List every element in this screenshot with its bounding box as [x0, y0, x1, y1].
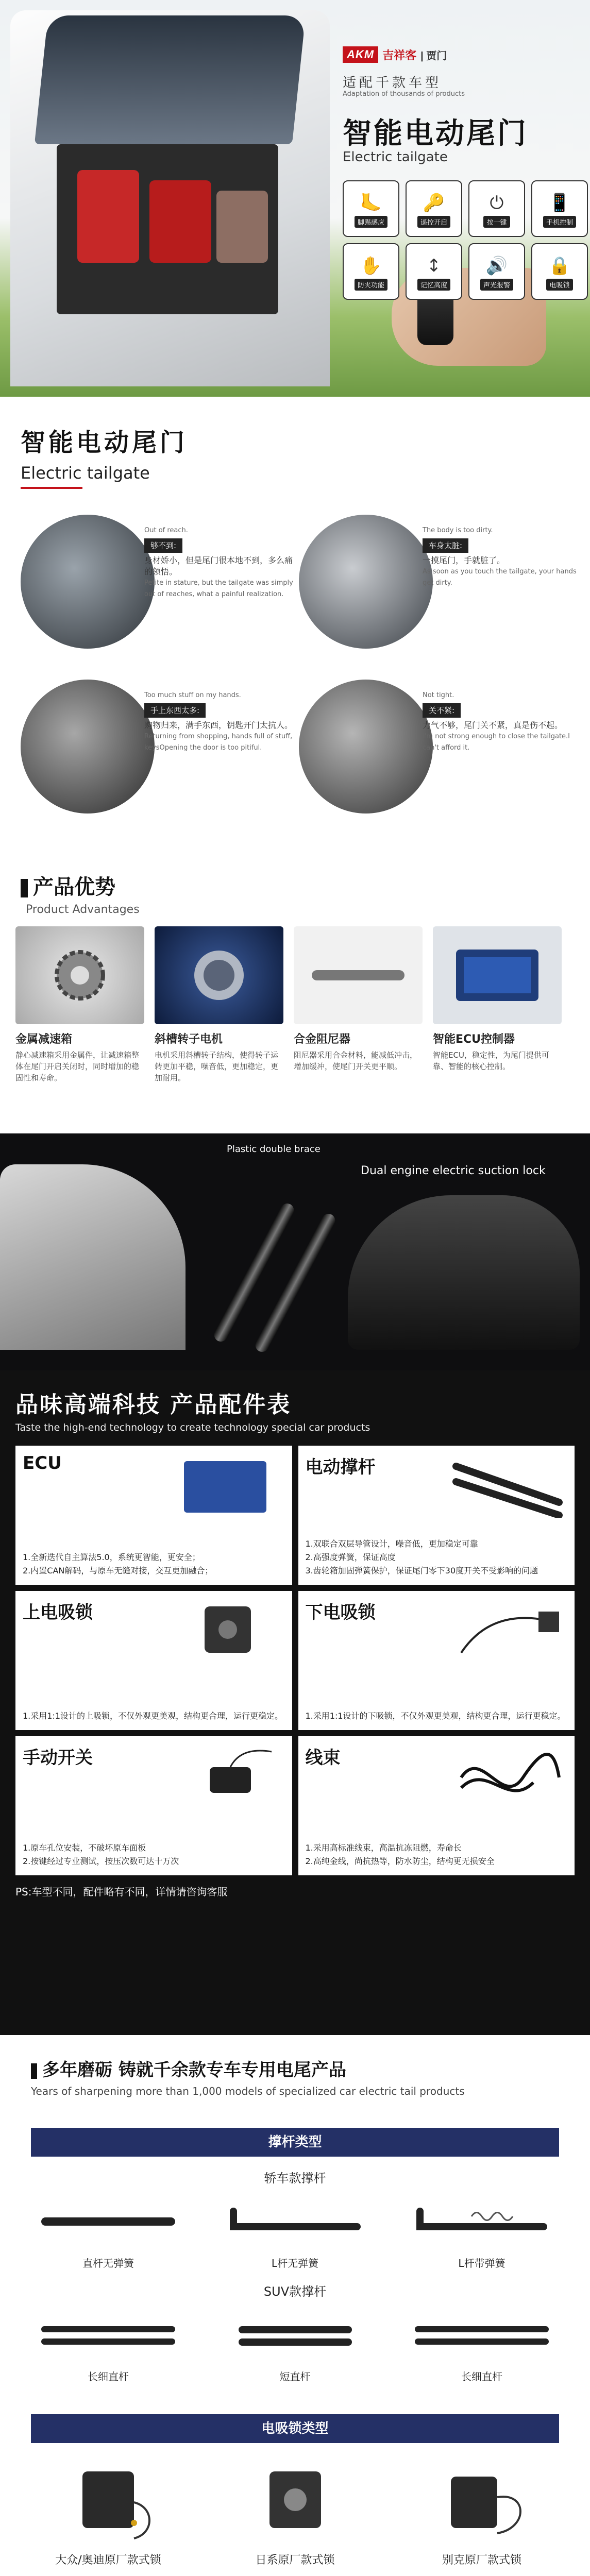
feature-button: ⏻ 按一键: [468, 180, 525, 237]
strut-card: 直杆无弹簧: [31, 2193, 186, 2270]
advantage-item: 斜槽转子电机 电机采用斜槽转子结构，使得转子运转更加平稳，噪音低，更加稳定，更加耐用。: [155, 926, 283, 1083]
advantage-item: 智能ECU控制器 智能ECU，稳定性，为尾门提供可靠、智能的核心控制。: [433, 926, 562, 1083]
feature-foot-kick: 🦶 脚踢感应: [343, 180, 399, 237]
strut-card: L杆带弹簧: [404, 2193, 559, 2270]
advantage-item: 金属减速箱 静心减速箱采用金属件，让减速箱整体在尾门开启关闭时，同时增加的稳固性和寿命。: [15, 926, 144, 1083]
lower-lock-image: [451, 1601, 564, 1663]
scenario-image-out-of-reach: [21, 515, 155, 649]
brand-logo: AKM 吉祥客 | 贾门: [343, 46, 447, 63]
catalog-section: [0, 2128, 590, 2576]
strut-card: 长细直杆: [31, 2307, 186, 2383]
scenario-text: The body is too dirty. 车身太脏: 一摸尾门，手就脏了。 As soon as you touch the tailgate, your hands get dirty.: [423, 527, 577, 587]
feature-phone: 📱 手机控制: [531, 180, 588, 237]
scenario-row: [21, 510, 577, 674]
sound-icon: 🔊: [485, 255, 508, 276]
section-title: 品味高端科技 产品配件表: [15, 1392, 292, 1418]
lock-card: 别克原厂款式锁: [404, 2459, 559, 2567]
parts-section: [0, 1370, 590, 2035]
hero-slogan: 适配千款车型: [343, 75, 442, 91]
hero-title-en: Electric tailgate: [343, 149, 448, 165]
part-harness: 线束 1.采用高标准线束，高温抗冻阻燃，寿命长 2.高纯金线，尚抗热等，防水防尘，结构更无损安全: [298, 1736, 575, 1875]
hero-slogan-en: Adaptation of thousands of products: [343, 90, 465, 98]
gearbox-image: [15, 926, 144, 1024]
damper-image: [294, 926, 423, 1024]
part-ecu: ECU 1.全新迭代自主算法5.0，系统更智能，更安全； 2.内置CAN解码，与原车无缝对接，交互更加融合；: [15, 1446, 292, 1585]
luggage-image: [149, 180, 211, 263]
advantages-section: [0, 871, 590, 1133]
part-manual-switch: 手动开关 1.原车孔位安装，不破坏原车面板 2.按键经过专业测试，按压次数可达十万次: [15, 1736, 292, 1875]
feature-anti-pinch: ✋ 防夹功能: [343, 243, 399, 300]
upper-lock-image: [168, 1601, 282, 1663]
feature-icons-grid: [343, 180, 588, 300]
luggage-image: [77, 170, 139, 263]
strut-card: 长细直杆: [404, 2307, 559, 2383]
strut-label: Plastic double brace: [227, 1144, 321, 1155]
sedan-image: [348, 1195, 580, 1350]
scenario-text: Out of reach. 够不到: 身材娇小，但是尾门很本地不到，多么痛的领悟。 Petite in stature, but the tailgate was simply out of reaches, what a painful realization.: [144, 527, 293, 598]
memory-icon: ↕: [426, 255, 442, 276]
strut-lock-banner: [0, 1133, 590, 1370]
lock-card: 日系原厂款式锁: [218, 2459, 373, 2567]
feature-lock: 🔒 电吸锁: [531, 243, 588, 300]
section-title: 智能电动尾门: [21, 429, 188, 456]
switch-image: [168, 1747, 282, 1808]
accent-divider: [21, 487, 82, 489]
scenario-section: [0, 397, 590, 871]
hero-banner: [0, 0, 590, 397]
ecu-image: [168, 1456, 282, 1518]
parts-note: PS:车型不同，配件略有不同，详情请咨询客服: [15, 1886, 228, 1898]
open-tailgate-image: [35, 15, 306, 144]
hero-title: 智能电动尾门: [343, 117, 528, 150]
section-title: 产品优势: [21, 871, 575, 900]
phone-icon: 📱: [548, 192, 571, 213]
harness-image: [451, 1747, 564, 1808]
suv-strut-subtitle: SUV款撑杆: [263, 2284, 327, 2299]
lock-card: 大众/奥迪原厂款式锁: [31, 2459, 186, 2567]
strut-image: [212, 1201, 296, 1344]
strut-image: [451, 1456, 564, 1518]
section-title-en: Taste the high-end technology to create technology special car products: [15, 1422, 370, 1433]
scenario-image-hands-full: [21, 680, 155, 814]
sedan-strut-subtitle: 轿车款撑杆: [264, 2171, 326, 2185]
scenario-image-dirty: [299, 515, 433, 649]
scenario-text: Too much stuff on my hands. 手上东西太多: 购物归来，满手东西，钥匙开门太抗人。 Returning from shopping, hands full of stuff, keysOpening the door is too pitiful.: [144, 691, 293, 752]
luggage-image: [216, 191, 268, 263]
foot-kick-icon: 🦶: [360, 192, 382, 213]
strut-card: L杆无弹簧: [218, 2193, 373, 2270]
motor-image: [155, 926, 283, 1024]
section-title-en: Product Advantages: [26, 903, 140, 916]
advantage-item: 合金阻尼器 阻尼器采用合金材料，能减低冲击，增加缓冲，使尾门开关更平顺。: [294, 926, 423, 1083]
years-section: [0, 2035, 590, 2112]
section-title: 多年磨砺 铸就千余款专车专用电尾产品: [31, 2056, 559, 2081]
strut-image: [253, 1211, 338, 1354]
scenario-row: [21, 674, 569, 839]
part-upper-lock: 上电吸锁 1.采用1:1设计的上吸锁，不仅外观更美观，结构更合理，运行更稳定。: [15, 1591, 292, 1730]
suv-image: [0, 1164, 186, 1350]
section-title-en: Electric tailgate: [21, 463, 150, 483]
lock-label: Dual engine electric suction lock: [361, 1164, 546, 1177]
strut-type-header: 撑杆类型: [31, 2128, 559, 2157]
remote-key-icon: 🔑: [423, 192, 445, 213]
button-icon: ⏻: [490, 192, 504, 213]
scenario-text: Not tight. 关不紧: 力气不够，尾门关不紧，真是伤不起。 I'm not strong enough to close the tailgate.I can't afford it.: [423, 691, 570, 752]
ecu-image: [433, 926, 562, 1024]
scenario-image-not-tight: [299, 680, 433, 814]
part-lower-lock: 下电吸锁 1.采用1:1设计的下吸锁，不仅外观更美观，结构更合理，运行更稳定。: [298, 1591, 575, 1730]
feature-memory: ↕ 记忆高度: [406, 243, 462, 300]
feature-remote: 🔑 遥控开启: [406, 180, 462, 237]
lock-type-header: 电吸锁类型: [31, 2414, 559, 2443]
lock-icon: 🔒: [548, 255, 571, 276]
anti-pinch-icon: ✋: [360, 255, 382, 276]
strut-card: 短直杆: [218, 2307, 373, 2383]
section-title-en: Years of sharpening more than 1,000 models of specialized car electric tail products: [31, 2085, 465, 2097]
feature-sound: 🔊 声光报警: [468, 243, 525, 300]
part-strut: 电动撑杆 1.双联合双层导管设计，噪音低，更加稳定可靠 2.高强度弹簧，保证高度 3.齿轮箱加固弹簧保护，保证尾门零下30度开关不受影响的问题: [298, 1446, 575, 1585]
